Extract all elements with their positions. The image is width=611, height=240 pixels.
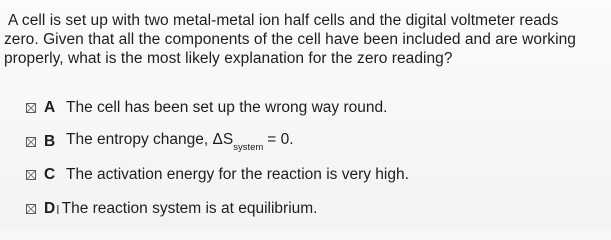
option-text: The activation energy for the reaction is very high.: [66, 166, 409, 183]
question-line: A cell is set up with two metal-metal ion half cells and the digital voltmeter reads: [8, 12, 559, 29]
option-letter: A: [44, 99, 56, 116]
question-line: properly, what is the most likely explanation for the zero reading?: [4, 50, 453, 67]
option-a[interactable]: [26, 98, 387, 118]
question-text: [4, 11, 604, 68]
checkbox-crossed-icon[interactable]: [26, 103, 36, 113]
text-cursor-icon: I: [56, 201, 60, 217]
checkbox-crossed-icon[interactable]: [26, 137, 36, 147]
question-line: zero. Given that all the components of the cell have been included and are working: [4, 31, 576, 48]
option-letter: D: [44, 200, 56, 217]
option-letter: C: [44, 166, 56, 183]
option-text-suffix: = 0.: [267, 131, 294, 148]
option-text: The reaction system is at equilibrium.: [61, 200, 318, 217]
option-text: The cell has been set up the wrong way round.: [66, 99, 388, 116]
option-letter: B: [44, 133, 56, 150]
checkbox-crossed-icon[interactable]: [26, 170, 36, 180]
option-c[interactable]: [26, 165, 409, 185]
option-text-prefix: The entropy change, ΔS: [66, 131, 234, 148]
option-d[interactable]: [26, 199, 317, 219]
option-b[interactable]: [26, 132, 294, 152]
option-text: [66, 131, 294, 153]
checkbox-crossed-icon[interactable]: [26, 204, 36, 214]
entropy-subscript: system: [233, 142, 264, 153]
